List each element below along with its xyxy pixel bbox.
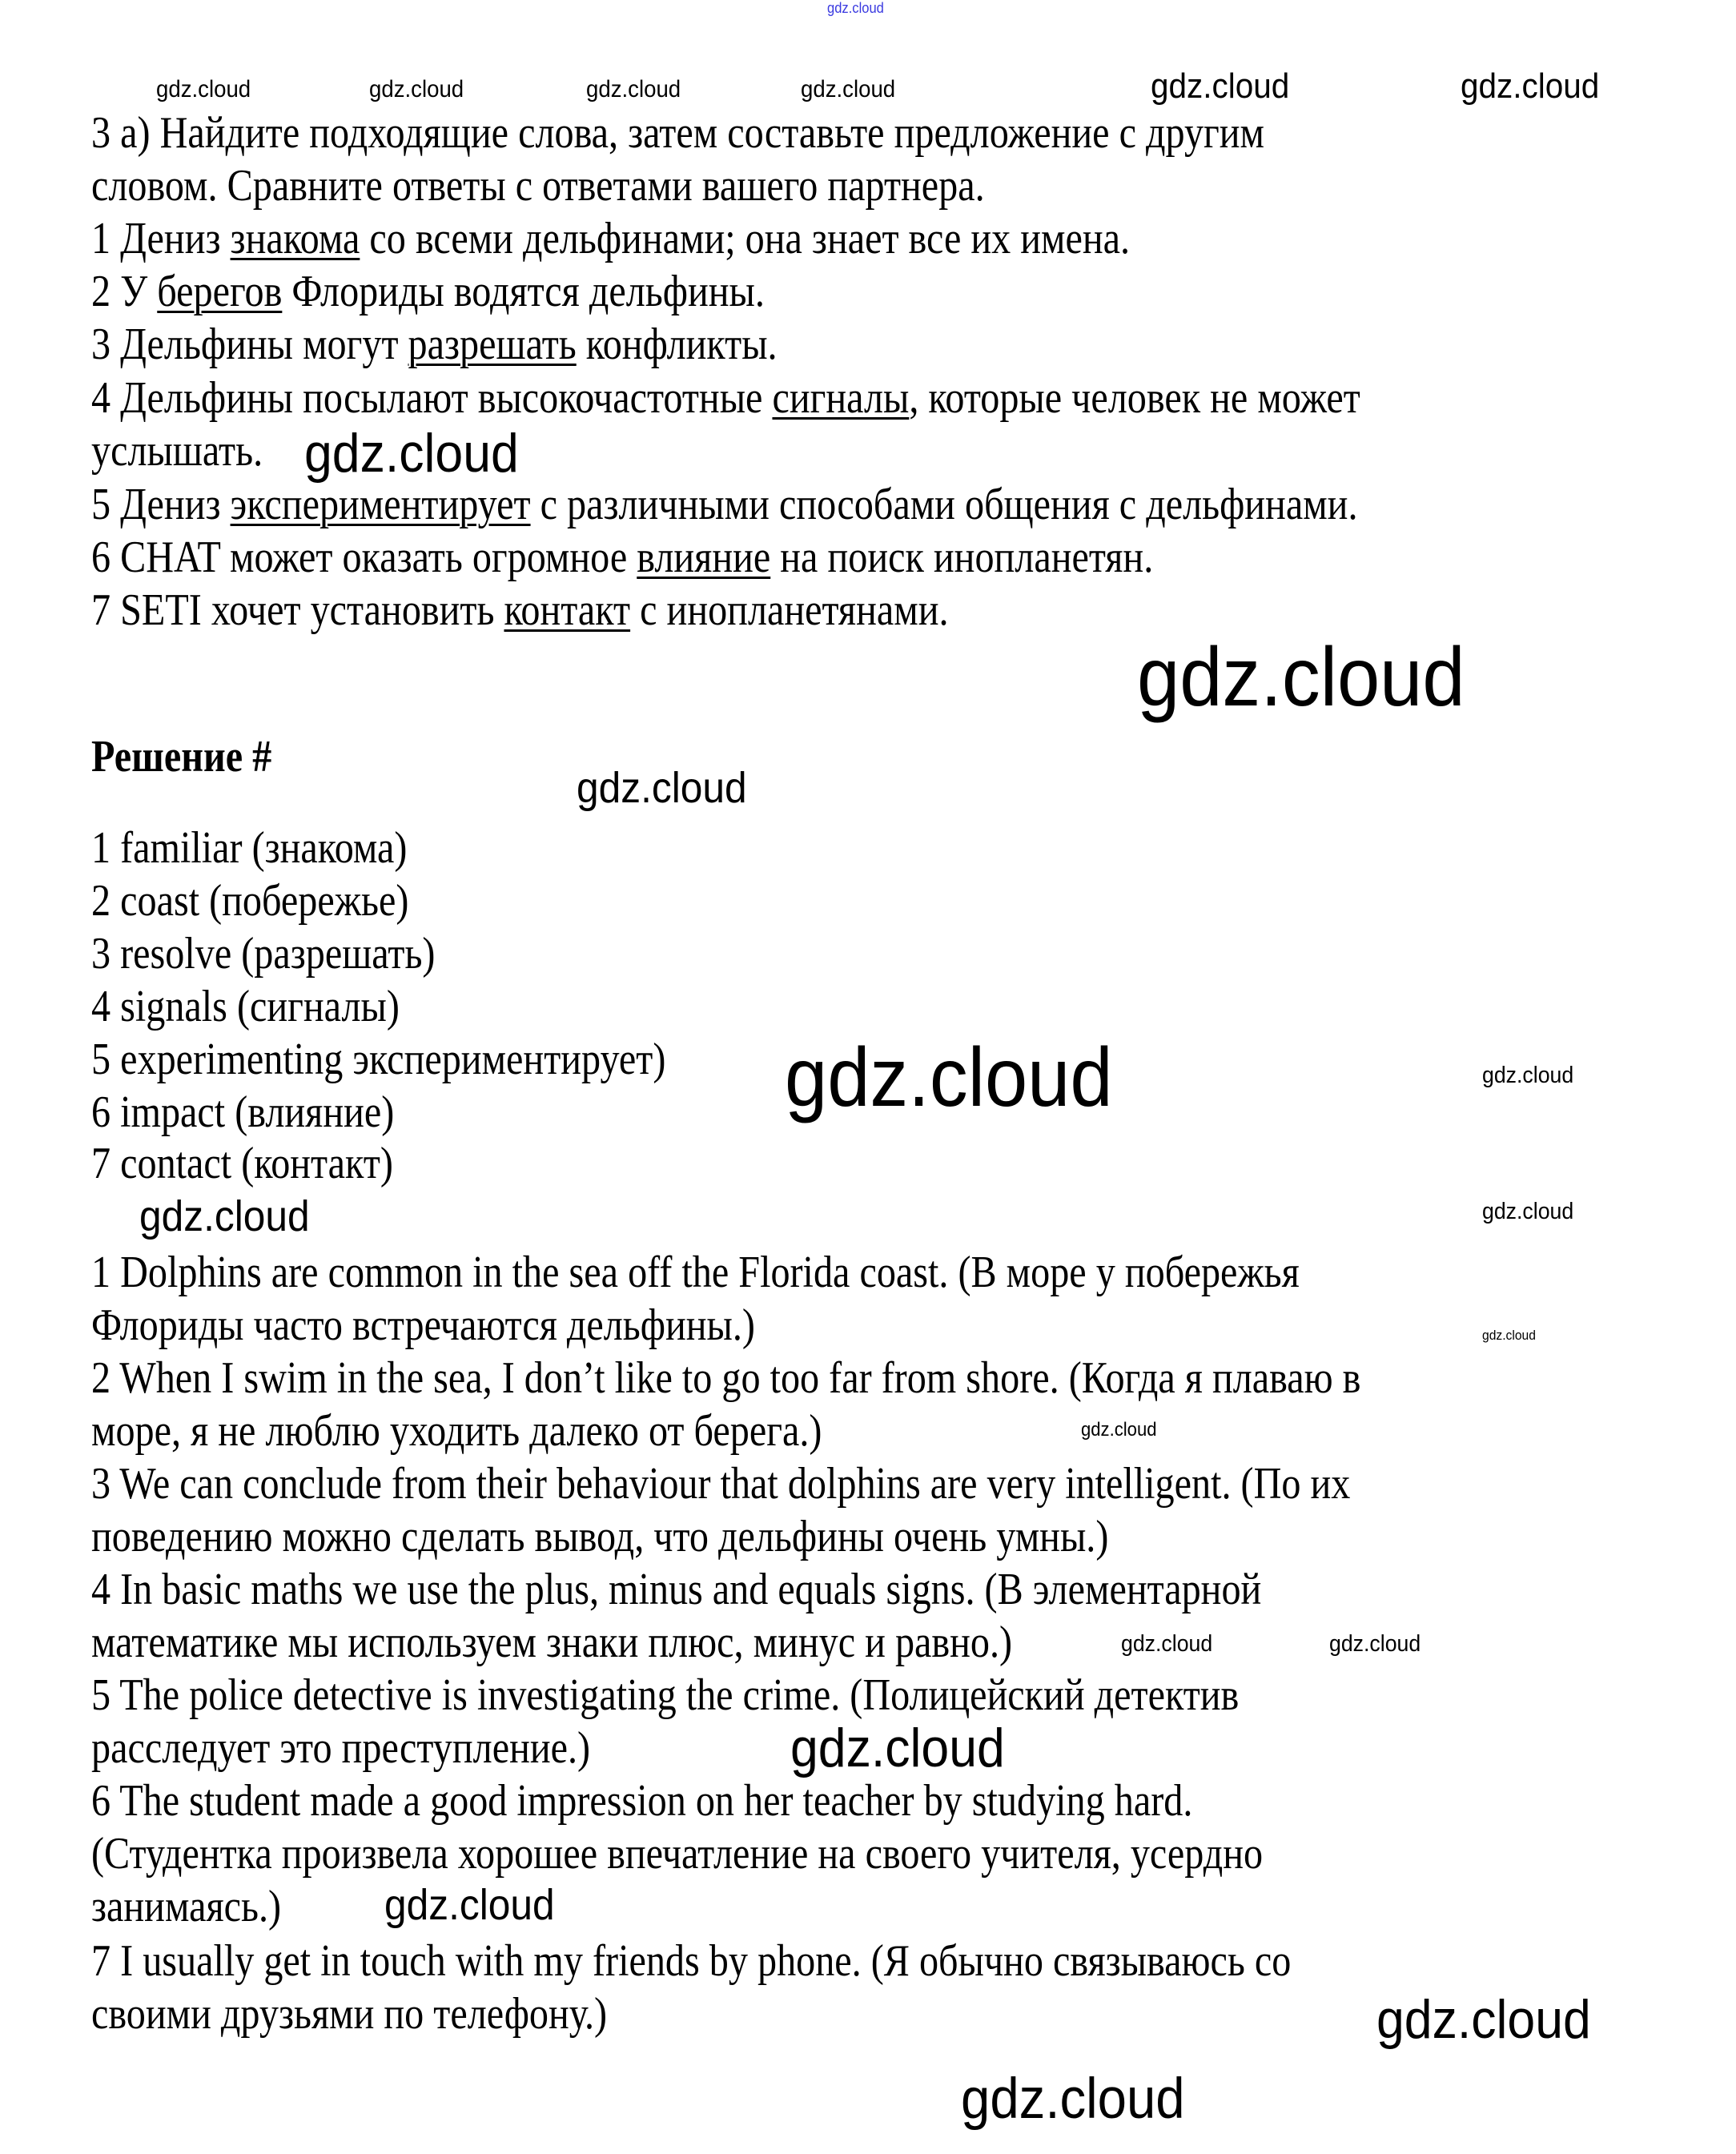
sentence: 5 The police detective is investigating the crime. (Полицейский детектив [91, 1670, 1240, 1720]
task-item [91, 478, 1357, 531]
watermark: gdz.cloud [1376, 1989, 1591, 2050]
watermark: gdz.cloud [1482, 1328, 1536, 1343]
answer: 6 impact (влияние) [91, 1087, 395, 1137]
task-item [91, 265, 765, 318]
underlined-word: экспериментирует [230, 480, 531, 529]
answer: 7 contact (контакт) [91, 1139, 393, 1188]
sentence: 2 When I swim in the sea, I don’t like to go too far from shore. (Когда я плаваю в [91, 1353, 1361, 1403]
sentence: 1 Dolphins are common in the sea off the Florida coast. (В море у побережья [91, 1248, 1300, 1297]
text: с различными способами общения с дельфинами. [530, 480, 1358, 529]
watermark: gdz.cloud [586, 76, 681, 102]
watermark: gdz.cloud [577, 764, 747, 812]
watermark: gdz.cloud [139, 1192, 310, 1240]
sentence: 4 In basic maths we use the plus, minus and equals signs. (В элементарной [91, 1565, 1262, 1614]
sentence: расследует это преступление.) [91, 1723, 591, 1773]
text: Флориды водятся дельфины. [282, 267, 765, 316]
answer: 5 experimenting экспериментирует) [91, 1035, 666, 1084]
text: с инопланетянами. [630, 585, 949, 635]
sentence: 7 I usually get in touch with my friends by phone. (Я обычно связываюсь со [91, 1936, 1292, 1986]
watermark: gdz.cloud [961, 2068, 1185, 2131]
answer: 1 familiar (знакома) [91, 823, 408, 873]
watermark: gdz.cloud [384, 1881, 555, 1929]
watermark: gdz.cloud [1482, 1063, 1574, 1088]
watermark: gdz.cloud [156, 76, 251, 102]
task-item [91, 318, 778, 371]
sentence: поведению можно сделать вывод, что дельфины очень умны.) [91, 1512, 1109, 1561]
answer: 3 resolve (разрешать) [91, 929, 436, 979]
sentence: 6 The student made a good impression on her teacher by studying hard. [91, 1776, 1193, 1826]
task-item [91, 212, 1130, 265]
watermark: gdz.cloud [785, 1031, 1113, 1124]
text: на поиск инопланетян. [770, 532, 1154, 582]
watermark: gdz.cloud [369, 76, 464, 102]
text: конфликты. [576, 319, 778, 369]
task-heading-line2: словом. Сравните ответы с ответами вашего партнера. [91, 161, 985, 211]
text: 5 Дениз [91, 480, 231, 529]
underlined-word: сигналы [772, 373, 910, 423]
text: со всеми дельфинами; она знает все их имена. [360, 214, 1131, 263]
watermark: gdz.cloud [1151, 66, 1290, 106]
solution-title: Решение # [91, 732, 272, 782]
text: 6 CHAT может оказать огромное [91, 532, 637, 582]
watermark: gdz.cloud [790, 1718, 1005, 1778]
watermark: gdz.cloud [1137, 631, 1465, 724]
watermark: gdz.cloud [1329, 1631, 1421, 1657]
underlined-word: влияние [637, 532, 771, 582]
sentence: 3 We can conclude from their behaviour that dolphins are very intelligent. (По их [91, 1459, 1351, 1509]
watermark: gdz.cloud [1121, 1631, 1213, 1657]
watermark: gdz.cloud [1081, 1419, 1157, 1441]
underlined-word: знакома [230, 214, 360, 263]
task-heading: 3 а) Найдите подходящие слова, затем составьте предложение с другим [91, 108, 1265, 158]
task-item [91, 584, 949, 637]
task-item [91, 424, 263, 477]
underlined-word: разрешать [408, 319, 577, 369]
watermark: gdz.cloud [304, 423, 519, 484]
answer: 2 coast (побережье) [91, 876, 409, 926]
text: услышать. [91, 426, 263, 476]
text: 3 Дельфины могут [91, 319, 408, 369]
task-item [91, 531, 1153, 584]
text: 2 У [91, 267, 158, 316]
sentence: Флориды часто встречаются дельфины.) [91, 1300, 755, 1350]
task-item [91, 372, 1360, 424]
text: 7 SETI хочет установить [91, 585, 504, 635]
underlined-word: контакт [504, 585, 631, 635]
watermark: gdz.cloud [1482, 1199, 1574, 1224]
watermark: gdz.cloud [801, 76, 896, 102]
sentence: (Студентка произвела хорошее впечатление на своего учителя, усердно [91, 1829, 1264, 1879]
text: , которые человек не может [909, 373, 1360, 423]
sentence: море, я не люблю уходить далеко от берега.) [91, 1406, 822, 1456]
text: 4 Дельфины посылают высокочастотные [91, 373, 773, 423]
sentence: математике мы используем знаки плюс, минус и равно.) [91, 1618, 1013, 1667]
sentence: занимаясь.) [91, 1882, 282, 1931]
sentence: своими друзьями по телефону.) [91, 1989, 608, 2039]
watermark: gdz.cloud [1461, 66, 1600, 106]
underlined-word: берегов [157, 267, 283, 316]
text: 1 Дениз [91, 214, 231, 263]
answer: 4 signals (сигналы) [91, 982, 400, 1031]
watermark: gdz.cloud [827, 0, 884, 16]
